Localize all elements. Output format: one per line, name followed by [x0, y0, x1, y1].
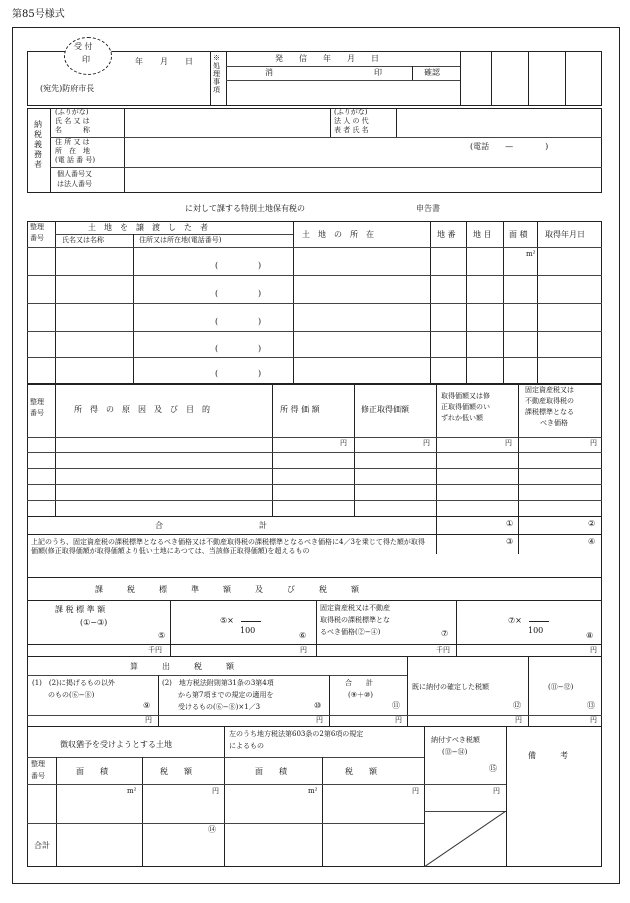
fixed-label-3: 課税標準となる	[525, 408, 574, 416]
hundred-1: 100	[240, 626, 256, 635]
payable-yen: 円	[493, 787, 500, 795]
phone-paren-open-3: (	[215, 317, 219, 326]
fixed-label-1: 固定資産税又は	[525, 386, 574, 394]
yen-13: 円	[590, 716, 597, 724]
std-label-1: 課 税 標 準 額	[55, 605, 106, 614]
yen-10: 円	[316, 716, 323, 724]
fixed-yen: 円	[590, 439, 597, 447]
phone-paren-close-2: )	[258, 289, 262, 298]
circle-9: ⑨	[143, 701, 151, 710]
circle-4: ④	[588, 537, 596, 546]
location-label: 土 地 の 所 在	[302, 230, 374, 239]
acquisition-table	[27, 384, 602, 517]
title-right: 申告書	[416, 204, 440, 213]
circle-7: ⑦	[441, 629, 449, 638]
grace-m2: m²	[127, 787, 137, 795]
circle-12: ⑫	[513, 701, 521, 710]
art603-yen: 円	[412, 787, 419, 795]
calc-col1-1: (1) (2)に掲げるもの以外	[32, 679, 115, 687]
yen-6: 円	[300, 646, 307, 654]
area-label: 面 積	[509, 230, 528, 239]
address-label-1: 住 所 又 は	[55, 138, 90, 146]
circle-2: ②	[588, 519, 596, 528]
name-label-2: 名 称	[55, 126, 90, 134]
grace-yen: 円	[212, 787, 219, 795]
circle-3: ③	[506, 537, 514, 546]
date-month: 月	[160, 57, 168, 66]
payable-label-2: (⑬−⑭)	[442, 748, 468, 756]
lower-yen: 円	[505, 439, 512, 447]
chiban-label: 地 番	[437, 230, 456, 239]
phone-paren-open-1: (	[215, 261, 219, 270]
yen-11: 円	[395, 716, 402, 724]
seiri-label-2: 番号	[30, 234, 44, 242]
confirm-label: 確認	[424, 68, 440, 77]
lower-label-2: 正取得価額のい	[441, 403, 490, 411]
art603-label-2: によるもの	[229, 742, 264, 750]
rep-label-1: 法 人 の 代	[334, 117, 369, 125]
seal-label: 印	[374, 68, 382, 77]
calc-col2-1: (2) 地方税法附則第31条の3第4項	[162, 679, 274, 687]
lower-label-3: ずれか低い額	[441, 414, 483, 422]
date-year: 年	[135, 57, 143, 66]
processing-label: ※処理事項	[213, 54, 220, 95]
addressee: (宛先)防府市長	[40, 84, 95, 93]
five-times: ⑤×	[220, 616, 234, 625]
calc-diff: (⑪−⑫)	[548, 683, 574, 691]
art603-label-1: 左のうち地方税法第603条の2第6項の規定	[229, 730, 364, 738]
seiri2-label-2: 番号	[30, 409, 44, 417]
payable-label-1: 納付すべき税額	[431, 736, 480, 744]
tax-std-unit-row	[27, 645, 602, 657]
date-day: 日	[185, 57, 193, 66]
fixed-std-label-2: 取得税の課税標準とな	[320, 616, 390, 624]
phone-paren-open-4: (	[215, 344, 219, 353]
total-label: 合 計	[155, 521, 267, 530]
stamp-label-top: 受 付	[74, 42, 93, 51]
calc-paid: 既に納付の確定した税額	[412, 683, 489, 691]
fixed-label-2: 不動産取得税の	[525, 397, 574, 405]
price-label: 所 得 価 額	[280, 405, 320, 414]
reason-label: 所 得 の 原 因 及 び 目 的	[74, 405, 210, 414]
mod-yen: 円	[423, 439, 430, 447]
lower-label-1: 取得価額又は修	[441, 392, 490, 400]
phone-paren-close-1: )	[258, 261, 262, 270]
phone-paren-close-4: )	[258, 344, 262, 353]
calc-col1-2: のもの(⑥−⑧)	[48, 691, 95, 699]
calc-sum-1: 合 計	[345, 679, 373, 687]
price-yen: 円	[340, 439, 347, 447]
rep-label-2: 表 者 氏 名	[334, 126, 369, 134]
seiri3-label-1: 整理	[31, 760, 45, 768]
sen-yen-1: 千円	[148, 646, 162, 654]
id-label-2: は法人番号	[57, 180, 92, 188]
circle-15: ⑮	[489, 764, 497, 773]
mod-price-label: 修正取得価額	[361, 405, 409, 414]
id-label-1: 個人番号又	[57, 170, 92, 178]
furigana-label: (ふりがな)	[55, 108, 89, 116]
remarks-label: 備 考	[528, 751, 568, 760]
fraction-bar-2	[529, 621, 549, 622]
phone-paren-open-5: (	[215, 369, 219, 378]
bottom-total-label: 合計	[34, 841, 50, 850]
circle-5: ⑤	[158, 631, 166, 640]
phone-paren-close-3: )	[258, 317, 262, 326]
grace-area-label: 面 積	[76, 767, 108, 776]
name-label-1: 氏 名 又 は	[55, 117, 90, 125]
std-label-2: (①−③)	[80, 618, 108, 627]
stamp-label-bottom: 印	[82, 55, 90, 64]
phone-paren-open-2: (	[215, 289, 219, 298]
area-unit: m²	[526, 250, 536, 258]
yen-8: 円	[590, 646, 597, 654]
fixed-std-label-3: るべき価格(②−④)	[320, 628, 381, 636]
fixed-std-label-1: 固定資産税又は不動産	[320, 604, 390, 612]
phone-field: (電話 — )	[470, 142, 549, 151]
circle-1: ①	[506, 519, 514, 528]
phone-paren-close-5: )	[258, 369, 262, 378]
circle-14: ⑭	[208, 825, 216, 834]
address-label-2: 所 在 地	[55, 147, 90, 155]
seiri-label-1: 整理	[30, 223, 44, 231]
calc-col2-2: から第7項までの規定の適用を	[178, 691, 274, 699]
seiri2-label-1: 整理	[30, 398, 44, 406]
chimoku-label: 地 目	[473, 230, 492, 239]
erase-label: 消	[265, 68, 273, 77]
acq-date-label: 取得年月日	[545, 230, 585, 239]
calc-sum-2: (⑨＋⑩)	[348, 691, 374, 699]
transferor-label: 土 地 を 譲 渡 し た 者	[88, 223, 208, 232]
diagonal-slash	[424, 811, 506, 867]
form-number: 第85号様式	[12, 9, 65, 20]
circle-13: ⑬	[587, 701, 595, 710]
rep-furigana-label: (ふりがな)	[334, 108, 368, 116]
transferor-address-label: 住所又は所在地(電話番号)	[139, 236, 222, 244]
note-text: 上記のうち、固定資産税の課税標準となるべき価格又は不動産取得税の課税標準となるべき価格に4／3を乗じて得た額が取得価額(修正取得価額が取得価額より低い土地にあつては、当該修正取得価額)を超えるもの	[31, 538, 425, 556]
circle-11: ⑪	[392, 701, 400, 710]
circle-10: ⑩	[314, 701, 322, 710]
address-label-3: (電 話 番 号)	[55, 156, 96, 164]
art603-tax-label: 税 額	[345, 767, 377, 776]
taxpayer-side-label: 納税義務者	[34, 120, 42, 169]
title-left: に対して課する特別土地保有税の	[185, 204, 305, 213]
tax-std-heading: 課 税 標 準 額 及 び 税 額	[95, 585, 359, 594]
seven-times: ⑦×	[508, 616, 522, 625]
sen-yen-2: 千円	[436, 646, 450, 654]
hundred-2: 100	[528, 626, 544, 635]
yen-9: 円	[145, 716, 152, 724]
total-row	[27, 517, 602, 535]
yen-12: 円	[515, 716, 522, 724]
art603-area-label: 面 積	[255, 767, 287, 776]
circle-8: ⑧	[586, 631, 594, 640]
sent-date-label: 発 信 年 月 日	[275, 54, 379, 63]
calc-col2-3: 受けるもの(⑥−⑧)×1／3	[178, 703, 261, 711]
fraction-bar-1	[241, 621, 261, 622]
art603-m2: m²	[308, 787, 318, 795]
grace-label: 徴収猶予を受けようとする土地	[60, 740, 172, 749]
transferor-name-label: 氏名又は名称	[62, 236, 104, 244]
grace-tax-label: 税 額	[160, 767, 192, 776]
fixed-label-4: べき価格	[540, 419, 568, 427]
circle-6: ⑥	[299, 631, 307, 640]
calc-heading: 算 出 税 額	[130, 662, 234, 671]
seiri3-label-2: 番号	[31, 772, 45, 780]
